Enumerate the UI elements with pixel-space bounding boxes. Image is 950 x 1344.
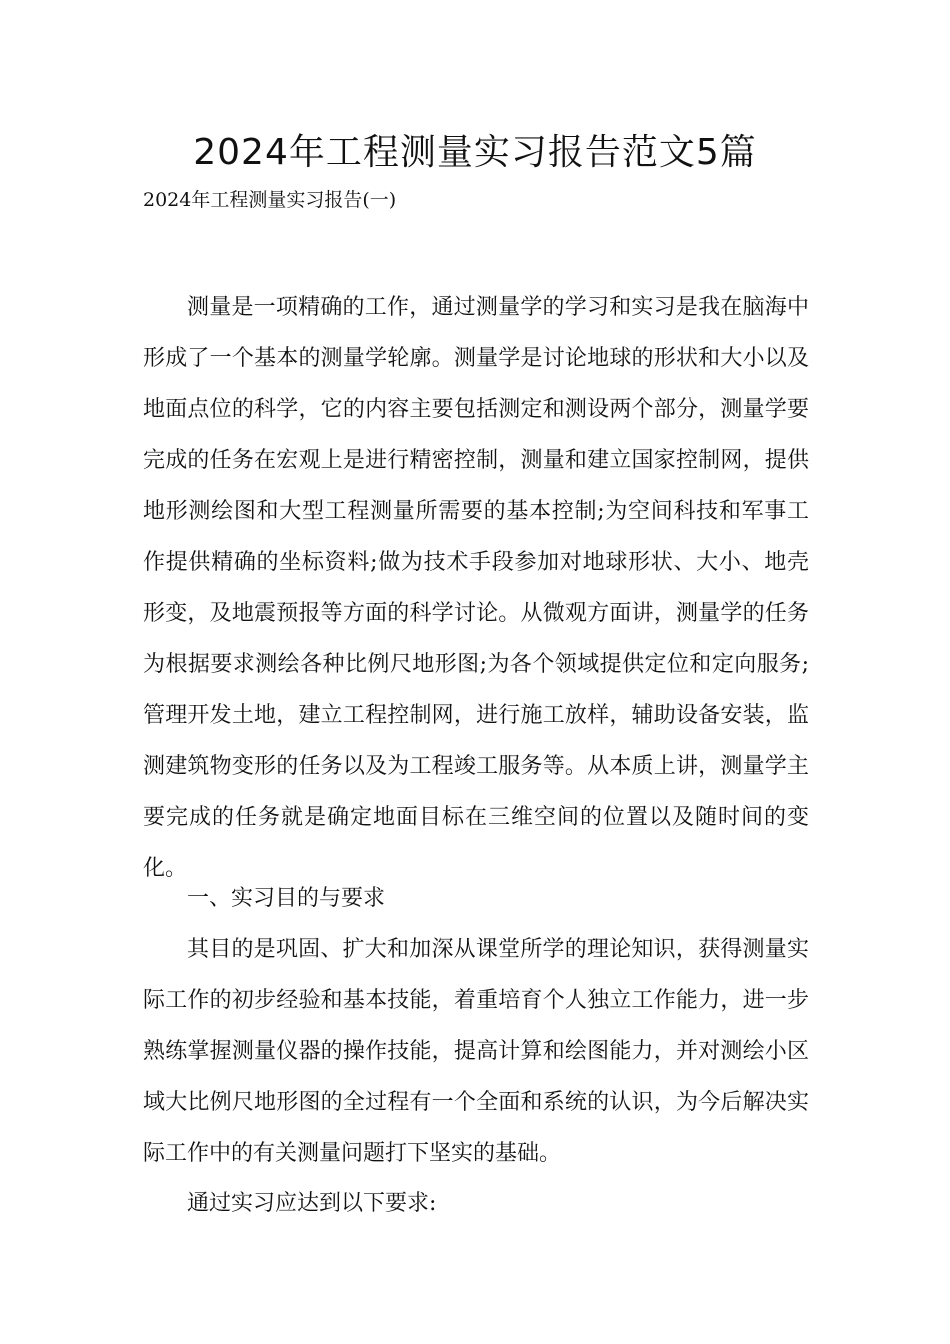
purpose-paragraph: 其目的是巩固、扩大和加深从课堂所学的理论知识，获得测量实际工作的初步经验和基本技能，着重培育个人独立工作能力，进一步熟练掌握测量仪器的操作技能，提高计算和绘图能力，并对测绘小区域大比例尺地形图的全过程有一个全面和系统的认识，为今后解决实际工作中的有关测量问题打下坚实的基础。 xyxy=(143,937,809,1166)
requirements-lead-paragraph: 通过实习应达到以下要求: xyxy=(187,1191,437,1216)
intro-paragraph: 测量是一项精确的工作，通过测量学的学习和实习是我在脑海中形成了一个基本的测量学轮廓。测量学是讨论地球的形状和大小以及地面点位的科学，它的内容主要包括测定和测设两个部分，测量学要完成的任务在宏观上是进行精密控制，测量和建立国家控制网，提供地形测绘图和大型工程测量所需要的基本控制;为空间科技和军事工作提供精确的坐标资料;做为技术手段参加对地球形状、大小、地壳形变，及地震预报等方面的科学讨论。从微观方面讲，测量学的任务为根据要求测绘各种比例尺地形图;为各个领域提供定位和定向服务;管理开发土地，建立工程控制网，进行施工放样，辅助设备安装，监测建筑物变形的任务以及为工程竣工服务等。从本质上讲，测量学主要完成的任务就是确定地面目标在三维空间的位置以及随时间的变化。 xyxy=(143,295,809,881)
document-title: 2024年工程测量实习报告范文5篇 xyxy=(193,132,757,173)
section-heading-purpose: 一、实习目的与要求 xyxy=(187,886,386,911)
document-subtitle: 2024年工程测量实习报告(一) xyxy=(143,189,397,211)
